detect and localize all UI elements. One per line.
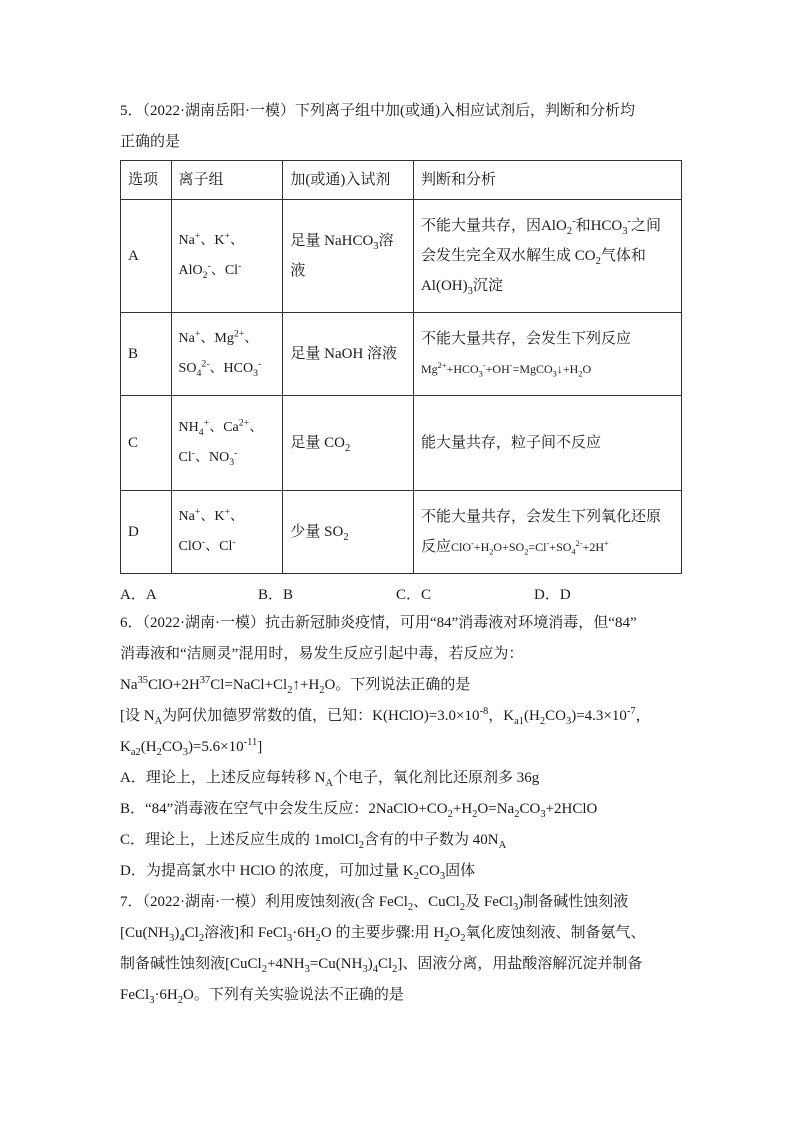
question-6-options [120, 763, 740, 887]
row-ion-group [171, 396, 283, 491]
row-ion-group-line: Na+、K+、 [178, 506, 245, 524]
choice-b[interactable]: B．B [258, 586, 294, 603]
header-reagent: 加(或通)入试剂 [283, 161, 414, 200]
table-row-c [121, 396, 682, 491]
row-reagent [283, 396, 414, 491]
question-6-option-b[interactable]: B．“84”消毒液在空气中会发生反应：$2NaClO+CO_2+H_2O=Na_2CO_3+2HClO$ [120, 801, 598, 820]
question-6-reaction-equation: $Na^{35}ClO+2H^{37}Cl=NaCl+Cl_2↑+H_2O$。下列说法正确的是 [120, 675, 471, 696]
row-option-label: D [121, 491, 172, 574]
row-reagent [283, 313, 414, 396]
question-7-stem-line-3: 制备碱性蚀刻液$[CuCl_2+4NH_3=Cu(NH_3)_4Cl_2]$、固液分离，用盐酸溶解沉淀并制备 [120, 956, 643, 975]
row-analysis-line: 不能大量共存，会发生下列反应 [420, 331, 631, 347]
question-7-stem-line-1: 7．（2022·湖南·一模）利用废蚀刻液(含 FeCl$_2$、CuCl$_2$及 FeCl$_3$)制备碱性蚀刻液 [120, 894, 629, 913]
row-analysis-line: $Al(OH)_3$沉淀 [420, 278, 503, 297]
row-reagent-line: 足量 NaOH 溶液 [290, 346, 398, 362]
question-5-stem-line-1: 5．（2022·湖南岳阳·一模）下列离子组中加(或通)入相应试剂后，判断和分析均 [120, 103, 635, 119]
row-ion-group [171, 491, 283, 574]
row-reagent-line: 足量 NaHCO$_3$溶 [290, 233, 394, 252]
row-option-label: C [121, 396, 172, 491]
question-5-stem-line-2: 正确的是 [120, 134, 181, 150]
row-reagent-line: 足量 $CO_2$ [290, 435, 351, 454]
row-analysis [413, 200, 681, 313]
choice-a[interactable]: A．A [120, 586, 157, 603]
row-ion-group-line: AlO$_2$-、Cl- [178, 260, 242, 281]
row-ion-group-line: ClO-、Cl- [178, 536, 236, 554]
row-reagent-line: 液 [290, 263, 306, 279]
row-analysis [413, 491, 681, 574]
row-ion-group-line: Cl-、$NO_3^-$ [178, 447, 238, 468]
table-row-b [121, 313, 682, 396]
row-analysis-line: 反应$ClO^-+H_2O+SO_2=Cl^-+SO_4^{2-}+2H^+$ [420, 539, 609, 557]
question-6-option-d[interactable]: D．为提高氯水中 HClO 的浓度，可加过量 $K_2CO_3$固体 [120, 863, 476, 882]
question-6 [120, 608, 740, 887]
question-6-option-c[interactable]: C．理论上，上述反应生成的 1molCl$_2$含有的中子数为 $40N_A$ [120, 832, 507, 851]
question-6-constants-line-1: [设 $N_A$为阿伏加德罗常数的值，已知：$K(HClO)=3.0\times 10^{-8}$，$K_{a1}(H_2CO_3)=4.3\times 10^{-7}$， [120, 706, 651, 727]
question-5 [120, 96, 740, 608]
question-5-choices [120, 578, 740, 608]
header-analysis: 判断和分析 [413, 161, 681, 200]
header-option: 选项 [121, 161, 172, 200]
row-analysis-line: 会发生完全双水解生成 $CO_2$气体和 [420, 248, 646, 267]
question-7 [120, 887, 740, 1011]
question-6-stem-line-1: 6．（2022·湖南·一模）抗击新冠肺炎疫情，可用“84”消毒液对环境消毒，但“84” [120, 615, 637, 631]
table-header-row [121, 161, 682, 200]
row-ion-group [171, 200, 283, 313]
choice-d[interactable]: D．D [534, 586, 571, 603]
row-analysis-line: 能大量共存，粒子间不反应 [420, 435, 601, 451]
exam-page [120, 96, 740, 1011]
header-ion-group: 离子组 [171, 161, 283, 200]
choice-c[interactable]: C．C [396, 586, 432, 603]
row-analysis-line: $Mg^{2+}+HCO_3^-+OH^-=MgCO_3↓+H_2O$ [420, 361, 592, 379]
row-reagent [283, 200, 414, 313]
row-reagent [283, 491, 414, 574]
row-analysis [413, 396, 681, 491]
ion-group-table [120, 160, 682, 574]
row-analysis [413, 313, 681, 396]
row-analysis-line: 不能大量共存，因AlO$_2$-和$HCO_3^-$之间 [420, 216, 661, 237]
row-option-label: B [121, 313, 172, 396]
table-row-a [121, 200, 682, 313]
question-6-stem-line-2: 消毒液和“洁厕灵”混用时，易发生反应引起中毒，若反应为： [120, 646, 524, 662]
question-7-stem-line-2: [$Cu(NH_3)_4Cl_2$溶液]和 $FeCl_3\cdot 6H_2O$ 的主要步骤:用 $H_2O_2$氧化废蚀刻液、制备氨气、 [120, 925, 646, 944]
table-row-d [121, 491, 682, 574]
row-reagent-line: 少量 $SO_2$ [290, 524, 349, 543]
question-6-option-a[interactable]: A．理论上，上述反应每转移 $N_A$个电子，氧化剂比还原剂多 36g [120, 770, 540, 789]
question-7-stem-line-4: $FeCl_3\cdot 6H_2O$。下列有关实验说法不正确的是 [120, 987, 404, 1006]
row-ion-group-line: $SO_4^{2-}$、$HCO_3^-$ [178, 358, 262, 379]
row-option-label: A [121, 200, 172, 313]
row-ion-group-line: Na+、K+、 [178, 230, 245, 248]
row-ion-group-line: Na+、$Mg^{2+}$、 [178, 328, 259, 346]
row-ion-group-line: $NH_4^+$、$Ca^{2+}$、 [178, 417, 264, 438]
question-6-constants-line-2: $K_{a2}(H_2CO_3)=5.6\times 10^{-11}$] [120, 737, 263, 758]
row-ion-group [171, 313, 283, 396]
row-analysis-line: 不能大量共存，会发生下列氧化还原 [420, 509, 661, 525]
